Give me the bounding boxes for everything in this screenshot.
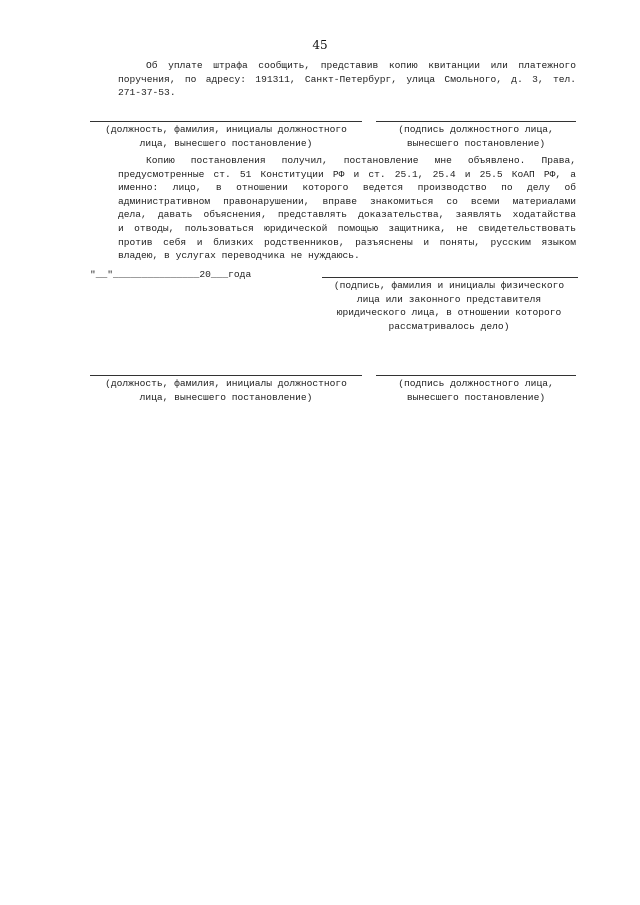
signature-line-recipient <box>322 277 578 278</box>
paragraph-line: Копию постановления получил, постановление мне объявлено. Права, <box>146 155 576 166</box>
signature-caption-2 <box>372 377 580 404</box>
caption-line: рассматривалось дело) <box>388 320 510 332</box>
paragraph-line: именно: лицо, в отношении которого ведется производство по делу об <box>118 182 576 194</box>
signature-line-signature-2 <box>376 375 576 376</box>
date-line: "__"_______________20___года <box>90 269 252 280</box>
signature-line-official <box>90 121 362 122</box>
recipient-caption <box>314 279 584 333</box>
paragraph-line: дела, давать объяснения, представлять доказательства, заявлять ходатайства <box>118 209 576 221</box>
paragraph-line: владею, в услугах переводчика не нуждаюсь. <box>118 250 360 262</box>
caption-line: вынесшего постановление) <box>406 137 546 149</box>
paragraph-line: предусмотренные ст. 51 Конституции РФ и ст. 25.1, 25.4 и 25.5 КоАП РФ, а <box>118 168 576 180</box>
signature-line-signature <box>376 121 576 122</box>
caption-line: (подпись должностного лица, <box>398 378 554 389</box>
paragraph-line: административном правонарушении, вправе знакомиться со всеми материалами <box>118 195 576 207</box>
paragraph-line: 271-37-53. <box>118 87 176 99</box>
official-caption <box>86 123 366 150</box>
caption-line: лица, вынесшего постановление) <box>139 391 313 403</box>
payment-paragraph <box>90 59 576 100</box>
caption-line: (должность, фамилия, инициалы должностного <box>105 124 347 135</box>
caption-line: (подпись, фамилия и инициалы физического <box>333 280 565 291</box>
signature-line-official-2 <box>90 375 362 376</box>
official-caption-2 <box>86 377 366 404</box>
paragraph-line: против себя и близких родственников, разъяснены и поняты, русским языком <box>118 236 576 248</box>
paragraph-line: и отводы, пользоваться юридической помощью защитника, не свидетельствовать <box>118 222 576 234</box>
caption-line: (подпись должностного лица, <box>398 124 554 135</box>
caption-line: лица или законного представителя <box>356 293 542 305</box>
paragraph-line: Об уплате штрафа сообщить, представив копию квитанции или платежного <box>146 60 576 71</box>
page-number: 45 <box>312 38 328 52</box>
caption-line: юридического лица, в отношении которого <box>336 307 562 319</box>
signature-caption <box>372 123 580 150</box>
caption-line: лица, вынесшего постановление) <box>139 137 313 149</box>
caption-line: (должность, фамилия, инициалы должностного <box>105 378 347 389</box>
paragraph-line: поручения, по адресу: 191311, Санкт-Петербург, улица Смольного, д. 3, тел. <box>118 73 576 85</box>
caption-line: вынесшего постановление) <box>406 391 546 403</box>
rights-paragraph <box>90 154 576 263</box>
